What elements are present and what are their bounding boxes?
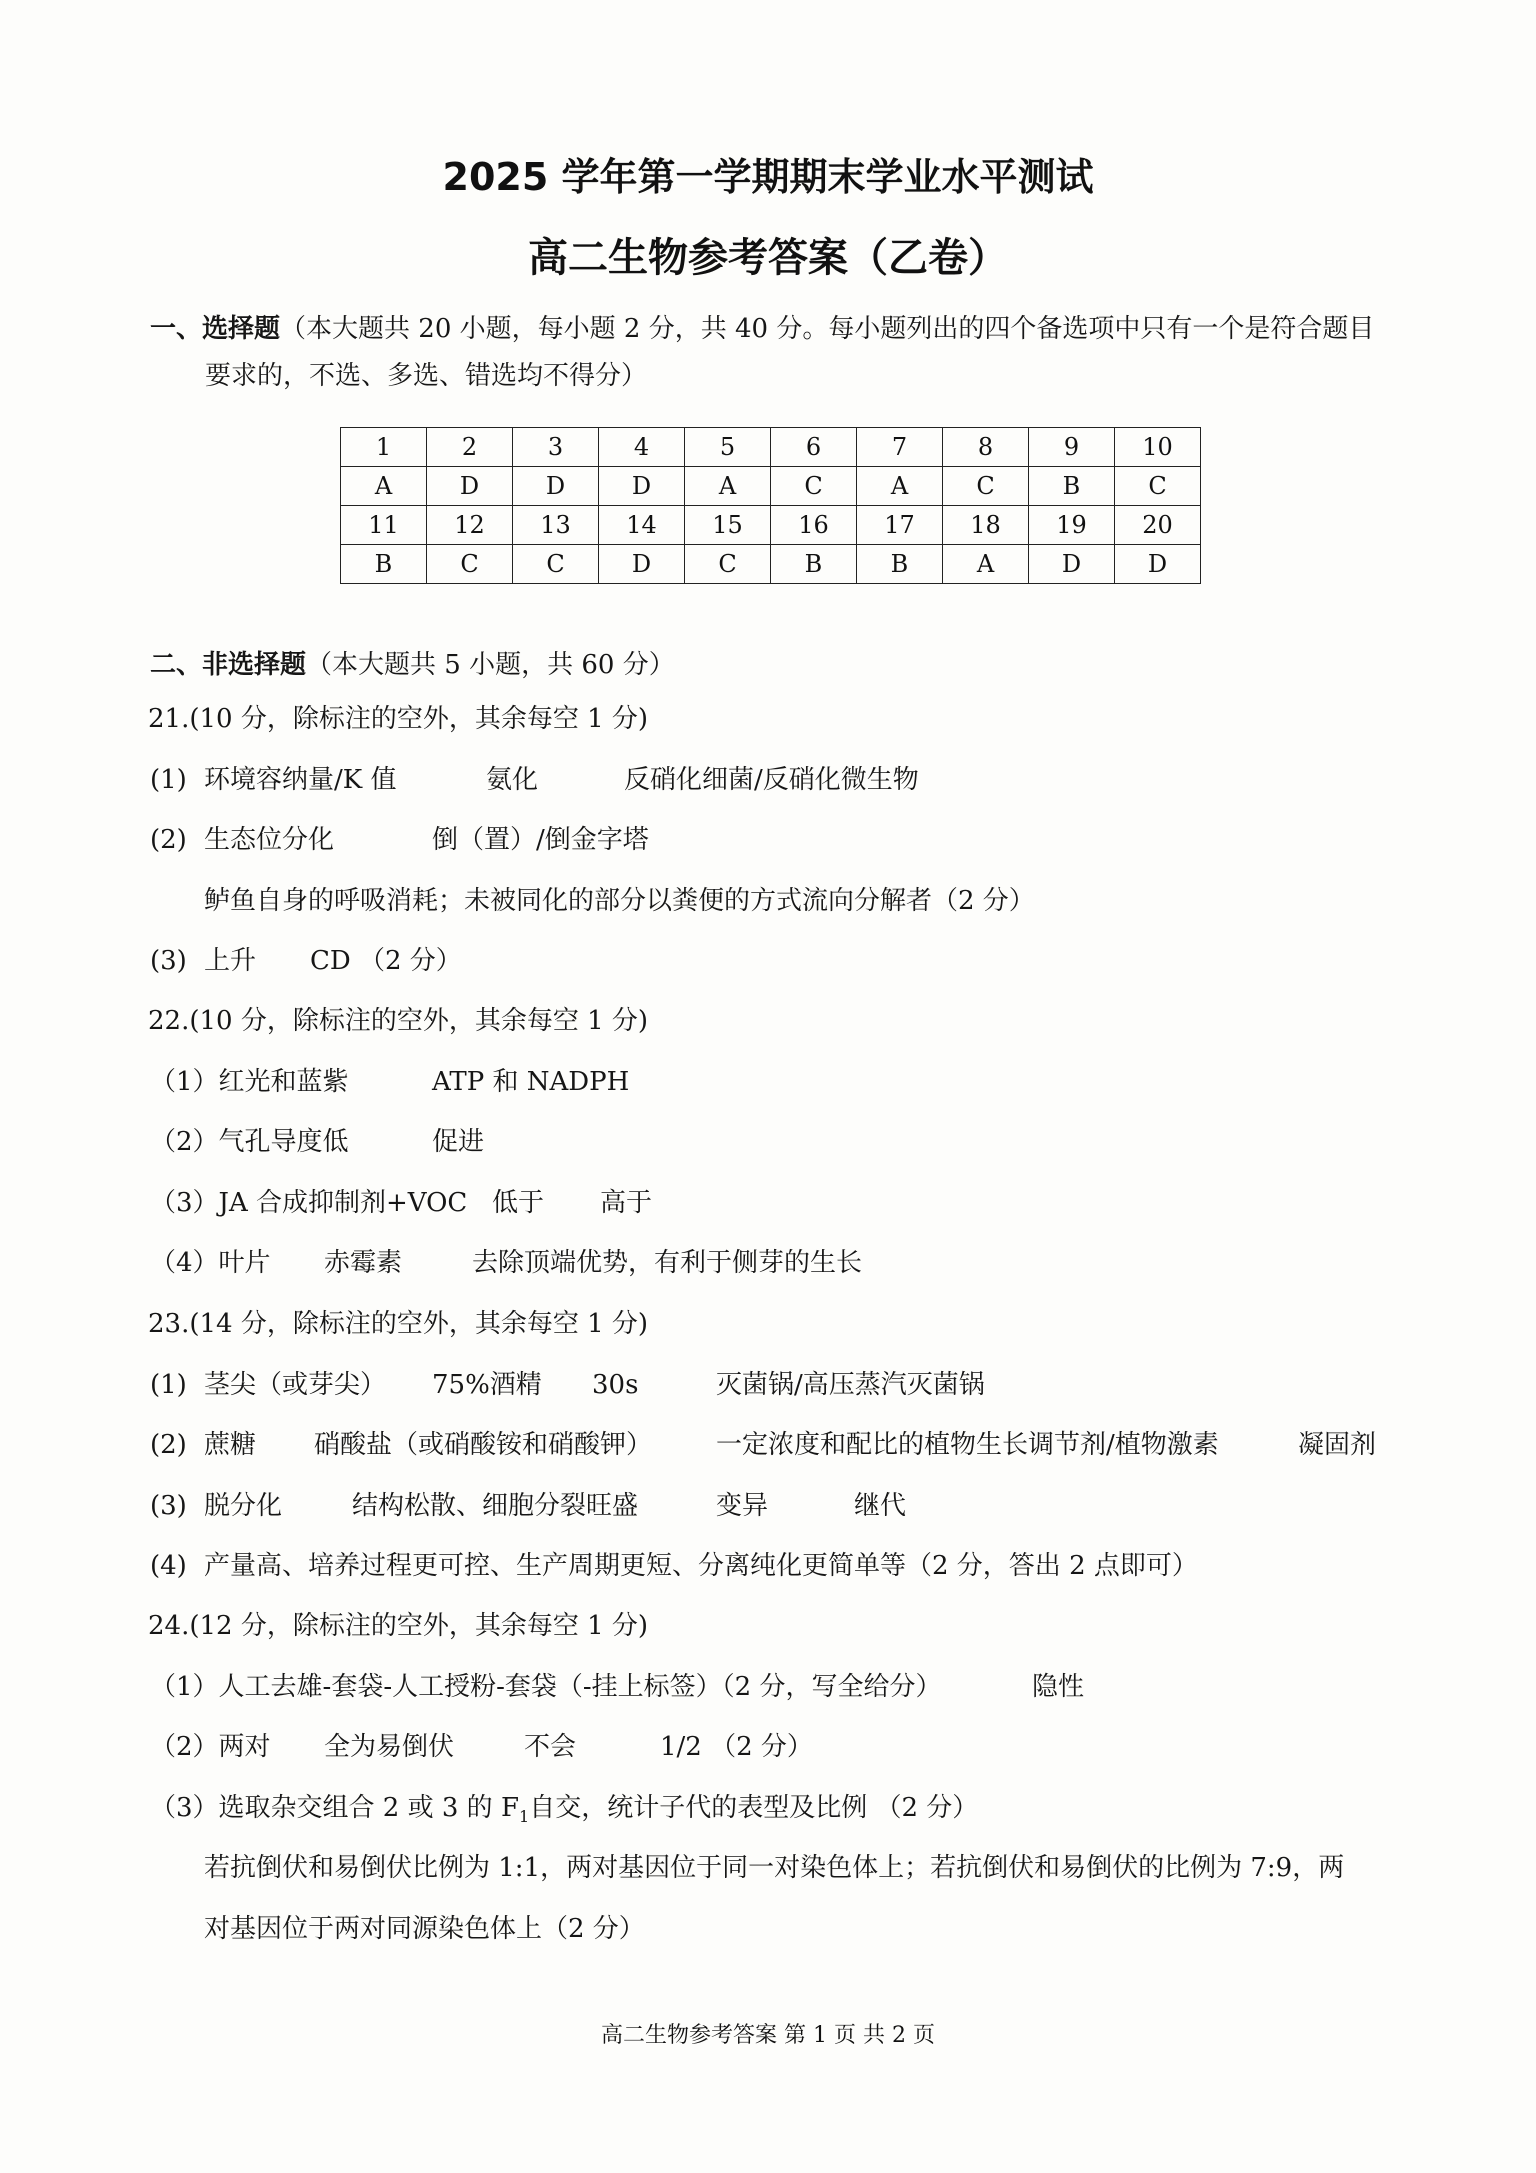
answer-table-cell: B — [857, 545, 943, 584]
q23-answer: 灭菌锅/高压蒸汽灭菌锅 — [716, 1370, 985, 1400]
answer-table-cell: C — [943, 467, 1029, 506]
answer-table-cell: 10 — [1115, 428, 1201, 467]
q22-answer: 赤霉素 — [324, 1248, 403, 1278]
answer-table-cell: 6 — [771, 428, 857, 467]
answer-table-cell: 19 — [1029, 506, 1115, 545]
q22-answer: 高于 — [600, 1188, 653, 1218]
answer-table-cell: A — [341, 467, 427, 506]
section1-desc2: 要求的，不选、多选、错选均不得分） — [205, 361, 648, 391]
q21-line2 — [150, 823, 649, 857]
q21-answer: 氨化 — [486, 765, 539, 795]
q23-answer: 硝酸盐（或硝酸铵和硝酸钾） — [314, 1430, 653, 1460]
q24-answer: 全为易倒伏 — [324, 1732, 455, 1762]
q23-answer: 凝固剂 — [1298, 1430, 1377, 1460]
section2-line — [150, 648, 675, 682]
answer-table — [340, 427, 1201, 584]
q22-line1 — [150, 1065, 629, 1099]
q21-header: 21.(10 分，除标注的空外，其余每空 1 分) — [148, 704, 649, 734]
answer-table-cell: 4 — [599, 428, 685, 467]
answer-table-cell: D — [427, 467, 513, 506]
q21-answer: 环境容纳量/K 值 — [204, 765, 397, 795]
q21-part3-label: (3) — [150, 946, 187, 976]
answer-table-cell: A — [943, 545, 1029, 584]
q22-answer: （1）红光和蓝紫 — [150, 1067, 349, 1097]
answer-table-cell: 5 — [685, 428, 771, 467]
q23-answer: 产量高、培养过程更可控、生产周期更短、分离纯化更简单等（2 分，答出 2 点即可） — [204, 1551, 1198, 1581]
q24-answer: 自交，统计子代的表型及比例 （2 分） — [529, 1793, 979, 1823]
q23-line2 — [150, 1428, 1376, 1462]
q22-answer: 去除顶端优势，有利于侧芽的生长 — [472, 1248, 863, 1278]
q22-answer: ATP 和 NADPH — [432, 1067, 630, 1097]
answer-table-cell: 17 — [857, 506, 943, 545]
q23-header: 23.(14 分，除标注的空外，其余每空 1 分) — [148, 1309, 649, 1339]
q23-answer: 蔗糖 — [204, 1430, 257, 1460]
answer-table-cell: 9 — [1029, 428, 1115, 467]
answer-table-cell: D — [1115, 545, 1201, 584]
q24-answer: 隐性 — [1032, 1672, 1085, 1702]
q22-answer: 促进 — [432, 1127, 485, 1157]
answer-table-cell: B — [1029, 467, 1115, 506]
q24-answer: （3）选取杂交组合 2 或 3 的 F — [150, 1793, 519, 1823]
q22-header: 22.(10 分，除标注的空外，其余每空 1 分) — [148, 1006, 649, 1036]
q22-answer: （2）气孔导度低 — [150, 1127, 349, 1157]
answer-table-cell: C — [513, 545, 599, 584]
q23-line3 — [150, 1489, 906, 1523]
q21-answer: 生态位分化 — [204, 825, 335, 855]
q23-answer: 结构松散、细胞分裂旺盛 — [352, 1491, 639, 1521]
answer-table-cell: A — [685, 467, 771, 506]
q22-line2 — [150, 1125, 484, 1159]
q23-part1-label: (1) — [150, 1370, 187, 1400]
answer-table-cell: B — [771, 545, 857, 584]
q24-answer: （1）人工去雄-套袋-人工授粉-套袋（-挂上标签）（2 分，写全给分） — [150, 1672, 942, 1702]
answer-table-cell: C — [771, 467, 857, 506]
q24-subscript: 1 — [519, 1807, 530, 1827]
q23-part3-label: (3) — [150, 1491, 187, 1521]
answer-table-answer-row — [341, 545, 1201, 584]
q21-line1 — [150, 763, 919, 797]
answer-table-cell: D — [1029, 545, 1115, 584]
answer-table-cell: D — [513, 467, 599, 506]
page-title: 2025 学年第一学期期末学业水平测试 — [442, 155, 1094, 199]
q23-part2-label: (2) — [150, 1430, 187, 1460]
answer-table-cell: 20 — [1115, 506, 1201, 545]
answer-table-cell: A — [857, 467, 943, 506]
q23-answer: 继代 — [854, 1491, 907, 1521]
answer-table-cell: 18 — [943, 506, 1029, 545]
answer-table-cell: 3 — [513, 428, 599, 467]
answer-table-cell: C — [1115, 467, 1201, 506]
q21-part1-label: (1) — [150, 765, 187, 795]
q23-line1 — [150, 1368, 985, 1402]
q24-line3 — [150, 1791, 978, 1834]
answer-table-cell: 1 — [341, 428, 427, 467]
q24-answer: 1/2 （2 分） — [660, 1732, 813, 1762]
answer-table-cell: 16 — [771, 506, 857, 545]
q24-line1 — [150, 1670, 1084, 1704]
q21-part2-label: (2) — [150, 825, 187, 855]
q24-line5: 对基因位于两对同源染色体上（2 分） — [204, 1914, 645, 1944]
answer-table-cell: 13 — [513, 506, 599, 545]
page-subtitle: 高二生物参考答案（乙卷） — [528, 235, 1008, 281]
section1-desc1: （本大题共 20 小题，每小题 2 分，共 40 分。每小题列出的四个备选项中只有一个是符合题目 — [280, 314, 1375, 344]
q21-answer: 反硝化细菌/反硝化微生物 — [624, 765, 919, 795]
q21-answer: 上升 — [204, 946, 257, 976]
q23-line4 — [150, 1549, 1198, 1583]
answer-table-answer-row — [341, 467, 1201, 506]
q22-line4 — [150, 1246, 862, 1280]
q23-answer: 脱分化 — [204, 1491, 283, 1521]
q24-line4: 若抗倒伏和易倒伏比例为 1:1，两对基因位于同一对染色体上；若抗倒伏和易倒伏的比例为 7:9，两 — [204, 1853, 1345, 1883]
q21-answer: CD （2 分） — [310, 946, 462, 976]
answer-table-cell: 12 — [427, 506, 513, 545]
q21-answer: 倒（置）/倒金字塔 — [432, 825, 649, 855]
answer-table-cell: C — [685, 545, 771, 584]
section2-heading: 二、非选择题 — [150, 650, 307, 680]
answer-table-cell: B — [341, 545, 427, 584]
answer-table-cell: 7 — [857, 428, 943, 467]
q23-answer: 30s — [592, 1370, 639, 1400]
answer-table-cell: D — [599, 545, 685, 584]
answer-table-cell: C — [427, 545, 513, 584]
section1-line1 — [150, 312, 1374, 346]
q21-line4 — [150, 944, 462, 978]
answer-table-number-row — [341, 428, 1201, 467]
q23-part4-label: (4) — [150, 1551, 187, 1581]
page-footer: 高二生物参考答案 第 1 页 共 2 页 — [601, 2023, 935, 2048]
q23-answer: 75%酒精 — [432, 1370, 542, 1400]
section1-heading: 一、选择题 — [150, 314, 281, 344]
q21-line3: 鲈鱼自身的呼吸消耗；未被同化的部分以粪便的方式流向分解者（2 分） — [204, 886, 1035, 916]
q23-answer: 茎尖（或芽尖） — [204, 1370, 387, 1400]
q24-answer: （2）两对 — [150, 1732, 271, 1762]
answer-table-cell: D — [599, 467, 685, 506]
answer-table-number-row — [341, 506, 1201, 545]
answer-table-cell: 14 — [599, 506, 685, 545]
answer-table-cell: 15 — [685, 506, 771, 545]
answer-table-cell: 2 — [427, 428, 513, 467]
q22-answer: （3）JA 合成抑制剂+VOC — [150, 1188, 468, 1218]
q22-answer: （4）叶片 — [150, 1248, 271, 1278]
q22-answer: 低于 — [492, 1188, 545, 1218]
q24-header: 24.(12 分，除标注的空外，其余每空 1 分) — [148, 1611, 649, 1641]
q24-line2 — [150, 1730, 813, 1764]
q23-answer: 变异 — [716, 1491, 769, 1521]
answer-table-cell: 8 — [943, 428, 1029, 467]
section2-desc: （本大题共 5 小题，共 60 分） — [306, 650, 675, 680]
q24-answer: 不会 — [524, 1732, 577, 1762]
q23-answer: 一定浓度和配比的植物生长调节剂/植物激素 — [716, 1430, 1219, 1460]
answer-table-cell: 11 — [341, 506, 427, 545]
q22-line3 — [150, 1186, 652, 1220]
